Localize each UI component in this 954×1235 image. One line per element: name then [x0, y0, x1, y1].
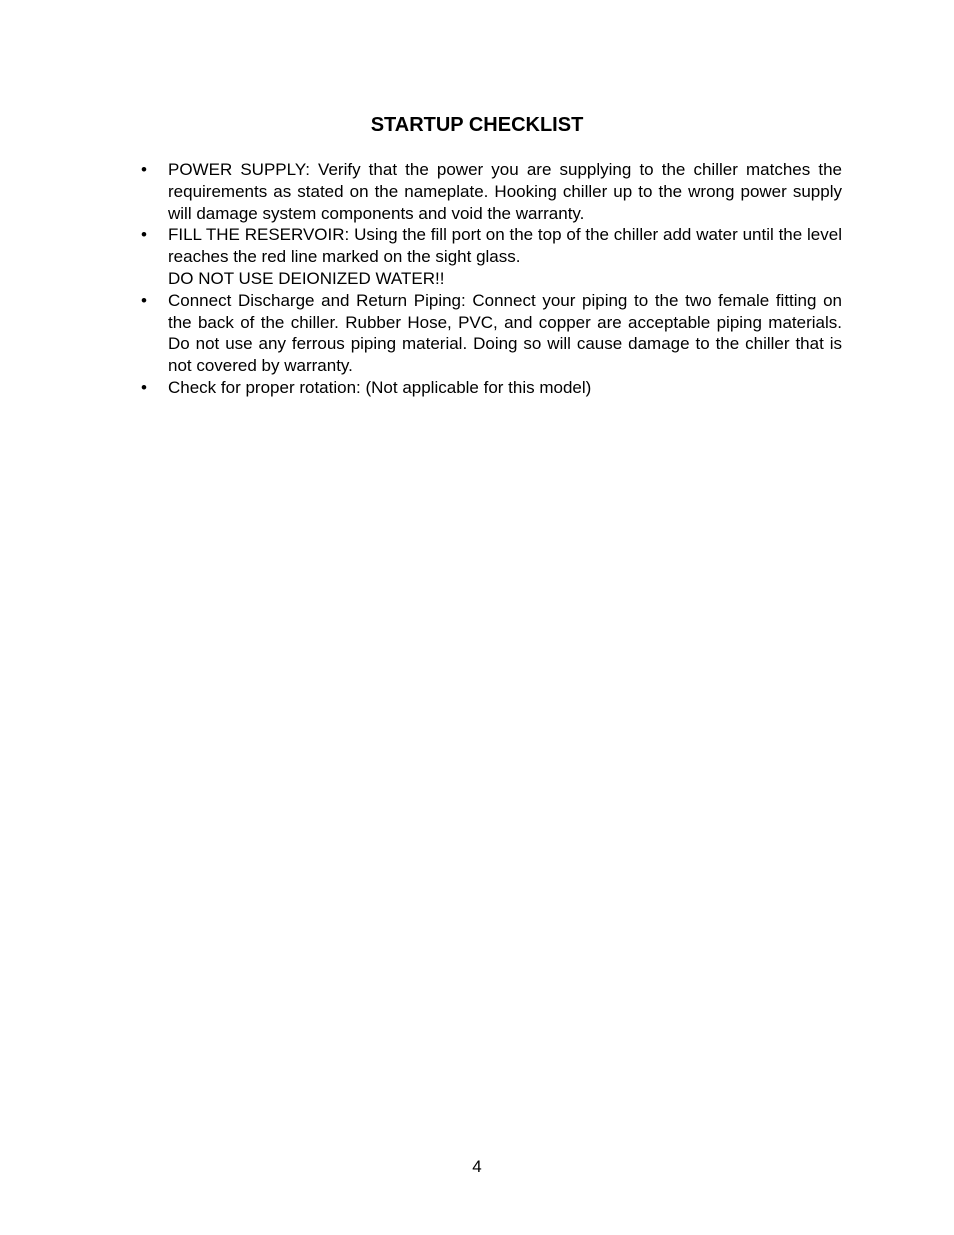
bullet-icon: •	[141, 225, 147, 245]
startup-checklist	[138, 159, 842, 399]
checklist-item-text: FILL THE RESERVOIR: Using the fill port on the top of the chiller add water until the level reaches the red line marked on the sight glass.	[168, 225, 842, 267]
checklist-item-rotation	[138, 377, 842, 399]
page-number: 4	[472, 1157, 482, 1176]
bullet-icon: •	[141, 160, 147, 179]
checklist-item-warning: DO NOT USE DEIONIZED WATER!!	[168, 268, 445, 288]
page-title: STARTUP CHECKLIST	[370, 114, 584, 136]
checklist-item-text: Connect Discharge and Return Piping: Connect your piping to the two female fitting on the back of the chiller. Rubber Hose, PVC, and copper are acceptable piping materials. Do not use any ferrous piping material. Doing so will cause damage to the chiller that is not covered by warranty.	[168, 290, 842, 376]
checklist-item-piping	[138, 290, 842, 377]
checklist-item-fill-reservoir	[138, 224, 842, 289]
bullet-icon: •	[141, 377, 147, 397]
checklist-item-text: Check for proper rotation: (Not applicable for this model)	[168, 377, 592, 397]
checklist-item-power-supply	[138, 159, 842, 224]
checklist-item-text: POWER SUPPLY: Verify that the power you are supplying to the chiller matches the requirements as stated on the nameplate. Hooking chiller up to the wrong power supply will damage system components and void the warranty.	[168, 160, 842, 223]
bullet-icon: •	[141, 290, 147, 310]
